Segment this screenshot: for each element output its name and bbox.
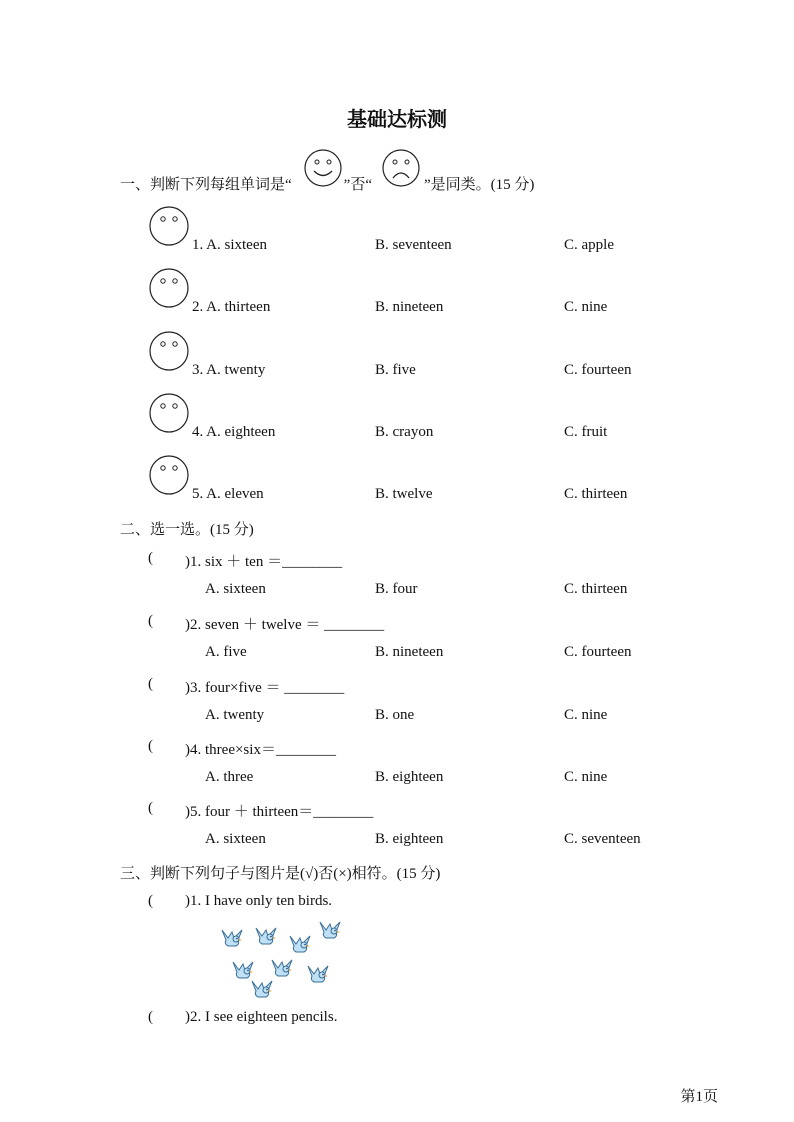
answer-face-icon[interactable] xyxy=(148,392,190,434)
s2-item-5-option-c: C. seventeen xyxy=(564,831,641,847)
s1-item-4-option-c: C. fruit xyxy=(564,424,608,440)
s1-item-1-option-c: C. apple xyxy=(564,237,614,253)
section1-heading-part-b: ”否“ xyxy=(343,177,372,193)
s2-item-5-option-b: B. eighteen xyxy=(375,831,444,847)
section3-heading: 三、判断下列句子与图片是(√)否(×)相符。(15 分) xyxy=(120,866,441,882)
s1-item-2-option-b: B. nineteen xyxy=(375,299,444,315)
s2-item-1-option-a: A. sixteen xyxy=(205,581,266,597)
s2-item-5-question: )5. four ＋ thirteen＝________ xyxy=(185,804,374,820)
s3-item-1-question: )1. I have only ten birds. xyxy=(185,893,333,909)
s2-item-4-option-a: A. three xyxy=(205,769,254,785)
answer-face-icon[interactable] xyxy=(148,454,190,496)
s1-item-2-option-c: C. nine xyxy=(564,299,608,315)
s3-item-2-question: )2. I see eighteen pencils. xyxy=(185,1009,338,1025)
bird-icon xyxy=(248,977,276,1001)
s1-item-2-option-a: 2. A. thirteen xyxy=(192,299,271,315)
s2-item-3-paren[interactable]: ( xyxy=(148,676,153,692)
answer-face-icon[interactable] xyxy=(148,205,190,247)
s2-item-2-option-b: B. nineteen xyxy=(375,644,444,660)
s1-item-3-option-a: 3. A. twenty xyxy=(192,362,266,378)
s2-item-5-option-a: A. sixteen xyxy=(205,831,266,847)
section1-heading-part-a: 一、判断下列每组单词是“ xyxy=(120,177,292,193)
s2-item-5-paren[interactable]: ( xyxy=(148,800,153,816)
s3-item-1-paren[interactable]: ( xyxy=(148,893,153,909)
s2-item-2-paren[interactable]: ( xyxy=(148,613,153,629)
s2-item-3-question: )3. four×five ＝ ________ xyxy=(185,680,345,696)
s1-item-5-option-c: C. thirteen xyxy=(564,486,628,502)
s2-item-2-question: )2. seven ＋ twelve ＝ ________ xyxy=(185,617,385,633)
frowning-face-icon xyxy=(381,148,421,188)
s2-item-3-option-b: B. one xyxy=(375,707,415,723)
section1-heading-part-c: ”是同类。(15 分) xyxy=(424,177,535,193)
s1-item-4-option-a: 4. A. eighteen xyxy=(192,424,276,440)
answer-face-icon[interactable] xyxy=(148,267,190,309)
s2-item-3-option-c: C. nine xyxy=(564,707,608,723)
s2-item-4-option-c: C. nine xyxy=(564,769,608,785)
bird-icon xyxy=(304,962,332,986)
s2-item-2-option-c: C. fourteen xyxy=(564,644,632,660)
bird-icon xyxy=(252,924,280,948)
s2-item-4-question: )4. three×six＝________ xyxy=(185,742,336,758)
page-title: 基础达标测 xyxy=(347,109,447,131)
s1-item-5-option-a: 5. A. eleven xyxy=(192,486,264,502)
s2-item-1-paren[interactable]: ( xyxy=(148,550,153,566)
answer-face-icon[interactable] xyxy=(148,330,190,372)
s2-item-2-option-a: A. five xyxy=(205,644,247,660)
s2-item-1-option-c: C. thirteen xyxy=(564,581,628,597)
s1-item-5-option-b: B. twelve xyxy=(375,486,433,502)
smiling-face-icon xyxy=(303,148,343,188)
bird-icon xyxy=(218,926,246,950)
s2-item-1-option-b: B. four xyxy=(375,581,418,597)
s2-item-4-option-b: B. eighteen xyxy=(375,769,444,785)
s1-item-4-option-b: B. crayon xyxy=(375,424,434,440)
s1-item-3-option-c: C. fourteen xyxy=(564,362,632,378)
s3-item-2-paren[interactable]: ( xyxy=(148,1009,153,1025)
section2-heading: 二、选一选。(15 分) xyxy=(120,522,254,538)
bird-icon xyxy=(316,918,344,942)
s2-item-4-paren[interactable]: ( xyxy=(148,738,153,754)
s1-item-1-option-a: 1. A. sixteen xyxy=(192,237,267,253)
s2-item-1-question: )1. six ＋ ten ＝________ xyxy=(185,554,343,570)
page-number: 第1页 xyxy=(680,1089,718,1105)
s1-item-3-option-b: B. five xyxy=(375,362,416,378)
s2-item-3-option-a: A. twenty xyxy=(205,707,265,723)
s1-item-1-option-b: B. seventeen xyxy=(375,237,452,253)
bird-icon xyxy=(286,932,314,956)
